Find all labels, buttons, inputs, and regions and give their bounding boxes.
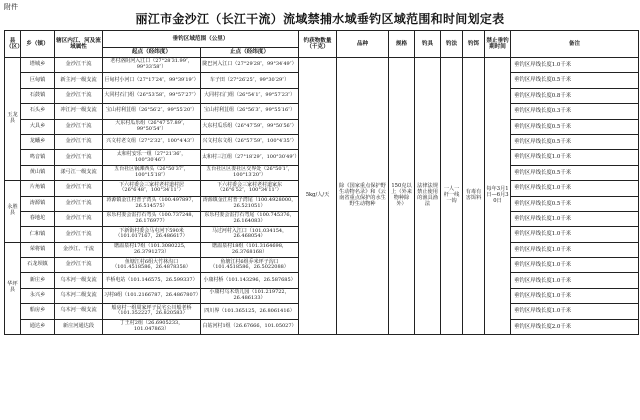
gear-cell: 法律法规禁止使用的渔具渔法 [415,58,441,335]
end-point-cell: 四川界（101.365125，26.8061416） [201,304,299,319]
end-point-cell: 小康村乌木幼儿园（101.219722，26.486133） [201,288,299,303]
header-township: 乡（镇） [21,31,55,58]
fishing-zone-table [4,30,639,335]
county-cell: 华坪县 [5,242,21,334]
note-cell: 垂钓区岸线长度0.3千米 [511,104,639,119]
end-point-cell: 小康村桥（101.143296，26.587685） [201,273,299,288]
header-ban-period: 禁止垂钓期时间 [485,31,511,58]
start-point-cell: 大东村瓜乐组（26°47′57.89″，99°50′54″） [103,119,201,134]
township-cell: 涛源镇 [21,196,55,211]
township-cell: 春地坨 [21,211,55,226]
end-point-cell: 涛源镇金江村普子湾尾（100.4928000，26.521051） [201,196,299,211]
river-cell: 金沙江干流 [55,58,103,73]
end-point-cell: 磨温泉村18组（101.3164698，26.3768168） [201,242,299,257]
township-cell: 永兴乡 [21,288,55,303]
township-cell: 石鼓镇 [21,88,55,103]
note-cell: 垂钓区岸线长度0.5千米 [511,119,639,134]
end-point-cell: 太和村三江组（27°18′29″，100°30′49″） [201,150,299,165]
start-point-cell: 老村洛阴河入江口（27°28′31.99″，99°33′58″） [103,58,201,73]
township-cell: 新庄乡 [21,273,55,288]
header-size: 规格 [389,31,415,58]
header-river: 辖区内江、河及流域属性 [55,31,103,58]
note-cell: 垂钓区岸线长度1.0千米 [511,181,639,196]
header-bait: 钓饵 [463,31,485,58]
start-point-cell: 兴文村老文组（27°2′32″，100°4′43″） [103,134,201,149]
header-method: 钓法 [441,31,463,58]
end-point-cell: 东乐村委会雷打石弯尾（100.745376，26.164083） [201,211,299,226]
river-cell: 新庄河通达段 [55,319,103,334]
start-point-cell: 下新街村委会马屯河下590米（101.017167，26.486617） [103,227,201,242]
township-cell: 塔城乡 [21,58,55,73]
river-cell: 金沙江干流 [55,181,103,196]
river-cell: 漾弓江一级支流 [55,165,103,180]
township-cell: 船房乡 [21,304,55,319]
township-cell: 巨甸镇 [21,73,55,88]
header-catch: 钓获物数量（千克） [299,31,337,58]
township-cell: 石龙坝镇 [21,258,55,273]
start-point-cell: 羊桥电站（101.146575，26.599337） [103,273,201,288]
start-point-cell: 大同村石门组（26°53′58″，99°57′27″） [103,88,201,103]
river-cell: 金沙江干流 [55,88,103,103]
river-cell: 金沙江干流 [55,119,103,134]
river-cell: 金沙江干流 [55,227,103,242]
note-cell: 垂钓区岸线长度0.5千米 [511,165,639,180]
end-point-cell: 五台社区区委社区交界处（26°50′1″，100°13′20″） [201,165,299,180]
end-point-cell: 大同村石门组（26°54′1″，99°57′23″） [201,88,299,103]
start-point-cell: 太和村安乐一组（27°21′36″，100°30′46″） [103,150,201,165]
start-point-cell: 鱼塘江村6组大竹林沟口（101.4518586，26.4878358） [103,258,201,273]
header-notes: 备注 [511,31,639,58]
header-county: 县（区） [5,31,21,58]
end-point-cell: 大东村瓜乐组（26°47′59″，99°50′56″） [201,119,299,134]
start-point-cell: 宝山村利苴组（26°56′2″，99°55′20″） [103,104,201,119]
township-cell: 仁和镇 [21,227,55,242]
start-point-cell: 涛源镇金江村普子湾头（100.497897，26.514575） [103,196,201,211]
start-point-cell: 巨甸村小河口（27°17′24″，99°39′19″） [103,73,201,88]
township-cell: 荣将镇 [21,242,55,257]
county-cell: 玉龙县 [5,58,21,181]
river-cell: 金沙江干流 [55,211,103,226]
township-cell: 石头乡 [21,104,55,119]
river-cell: 金沙江干流 [55,134,103,149]
note-cell: 垂钓区岸线长度1.0千米 [511,227,639,242]
township-cell: 龙蟠乡 [21,134,55,149]
start-point-cell: 丁王村2组（26.6905233，101.047863） [103,319,201,334]
river-cell: 金沙江、干流 [55,242,103,257]
start-point-cell: 东乐村委会雷打石弯头（100.737248，26.176977） [103,211,201,226]
size-cell: 150克以上（外来物种除外） [389,58,415,335]
note-cell: 垂钓区岸线长度1.0千米 [511,58,639,73]
river-cell: 新主河一级支流 [55,73,103,88]
note-cell: 垂钓区岸线长度0.5千米 [511,134,639,149]
township-cell: 通达乡 [21,319,55,334]
ban-period-cell: 每年3月1日—6月30日 [485,58,511,335]
river-cell: 金沙江干流 [55,150,103,165]
end-point-cell: 马过河村入江口（101.034154，26.468054） [201,227,299,242]
header-species: 品种 [337,31,389,58]
end-point-cell: 兴文村东文组（26°57′59″，100°4′35″） [201,134,299,149]
note-cell: 垂钓区岸线长度1.0千米 [511,304,639,319]
header-start: 起点（经纬度） [103,48,201,58]
table-body [5,58,639,335]
river-cell: 金沙江干流 [55,196,103,211]
start-point-cell: 下六村委会三家村老村道村居（26°6′48″，100°34′11″） [103,181,201,196]
river-cell: 乌木河二级支流 [55,288,103,303]
species-cell: 除《国家重点保护野生动物名录》和《云南省重点保护的水生野生动物种 [337,58,389,335]
end-point-cell: 鱼塘江村6组乔米坪子沟口（101.4518586，26.5022088） [201,258,299,273]
note-cell: 垂钓区岸线长度0.5千米 [511,73,639,88]
township-cell: 鸣音镇 [21,150,55,165]
river-cell: 乌木河一级支流 [55,304,103,319]
note-cell: 垂钓区岸线长度1.0千米 [511,273,639,288]
end-point-cell: 宝山村利苴组（26°56′3″，99°55′16″） [201,104,299,119]
note-cell: 垂钓区岸线长度1.0千米 [511,258,639,273]
header-range: 垂钓区域范围（公里） [103,31,299,48]
township-cell: 黄山镇 [21,165,55,180]
township-cell: 片角镇 [21,181,55,196]
table-row [5,58,639,73]
start-point-cell: 习村8组（101.2166787，26.4867807） [103,288,201,303]
start-point-cell: 五台社区锅滩西头（26°50′37″，100°15′18″） [103,165,201,180]
page-title: 丽江市金沙江（长江干流）流域禁捕水域垂钓区域范围和时间划定表 [135,12,505,26]
river-cell: 金沙江干流 [55,258,103,273]
end-point-cell: 车子田（27°26′25″，99°30′29″） [201,73,299,88]
end-point-cell: 下六村委会三家村老村道家东（26°6′52″，100°34′11″） [201,181,299,196]
river-cell: 乌木河一级支流 [55,273,103,288]
note-cell: 垂钓区岸线长度0.8千米 [511,88,639,103]
catch-limit-cell: 5kg/人/天 [299,58,337,335]
river-cell: 冲江河一级支流 [55,104,103,119]
bait-cell: 有毒有害饵料 [463,58,485,335]
note-cell: 垂钓区岸线长度1.0千米 [511,288,639,303]
method-cell: 一人一杆一线一钩 [441,58,463,335]
county-cell: 永胜县 [5,181,21,243]
note-cell: 垂钓区岸线长度1.0千米 [511,211,639,226]
township-cell: 大具乡 [21,119,55,134]
note-cell: 垂钓区岸线长度1.0千米 [511,242,639,257]
note-cell: 垂钓区岸线长度1.0千米 [511,150,639,165]
start-point-cell: 船房村一组周家坪子民宅公川船老桥（101.352227，26.820583） [103,304,201,319]
note-cell: 垂钓区岸线长度0.5千米 [511,196,639,211]
end-point-cell: 陇巴河入江口（27°29′28″，99°34′49″） [201,58,299,73]
note-cell: 垂钓区岸线长度2.0千米 [511,319,639,334]
header-end: 止点（经纬度） [201,48,299,58]
end-point-cell: 白姑河村1组（26.67666，101.05027） [201,319,299,334]
start-point-cell: 磨温泉村17组（101.3080225，26.3791273） [103,242,201,257]
attachment-label: 附件 [4,3,18,11]
header-gear: 钓具 [415,31,441,58]
